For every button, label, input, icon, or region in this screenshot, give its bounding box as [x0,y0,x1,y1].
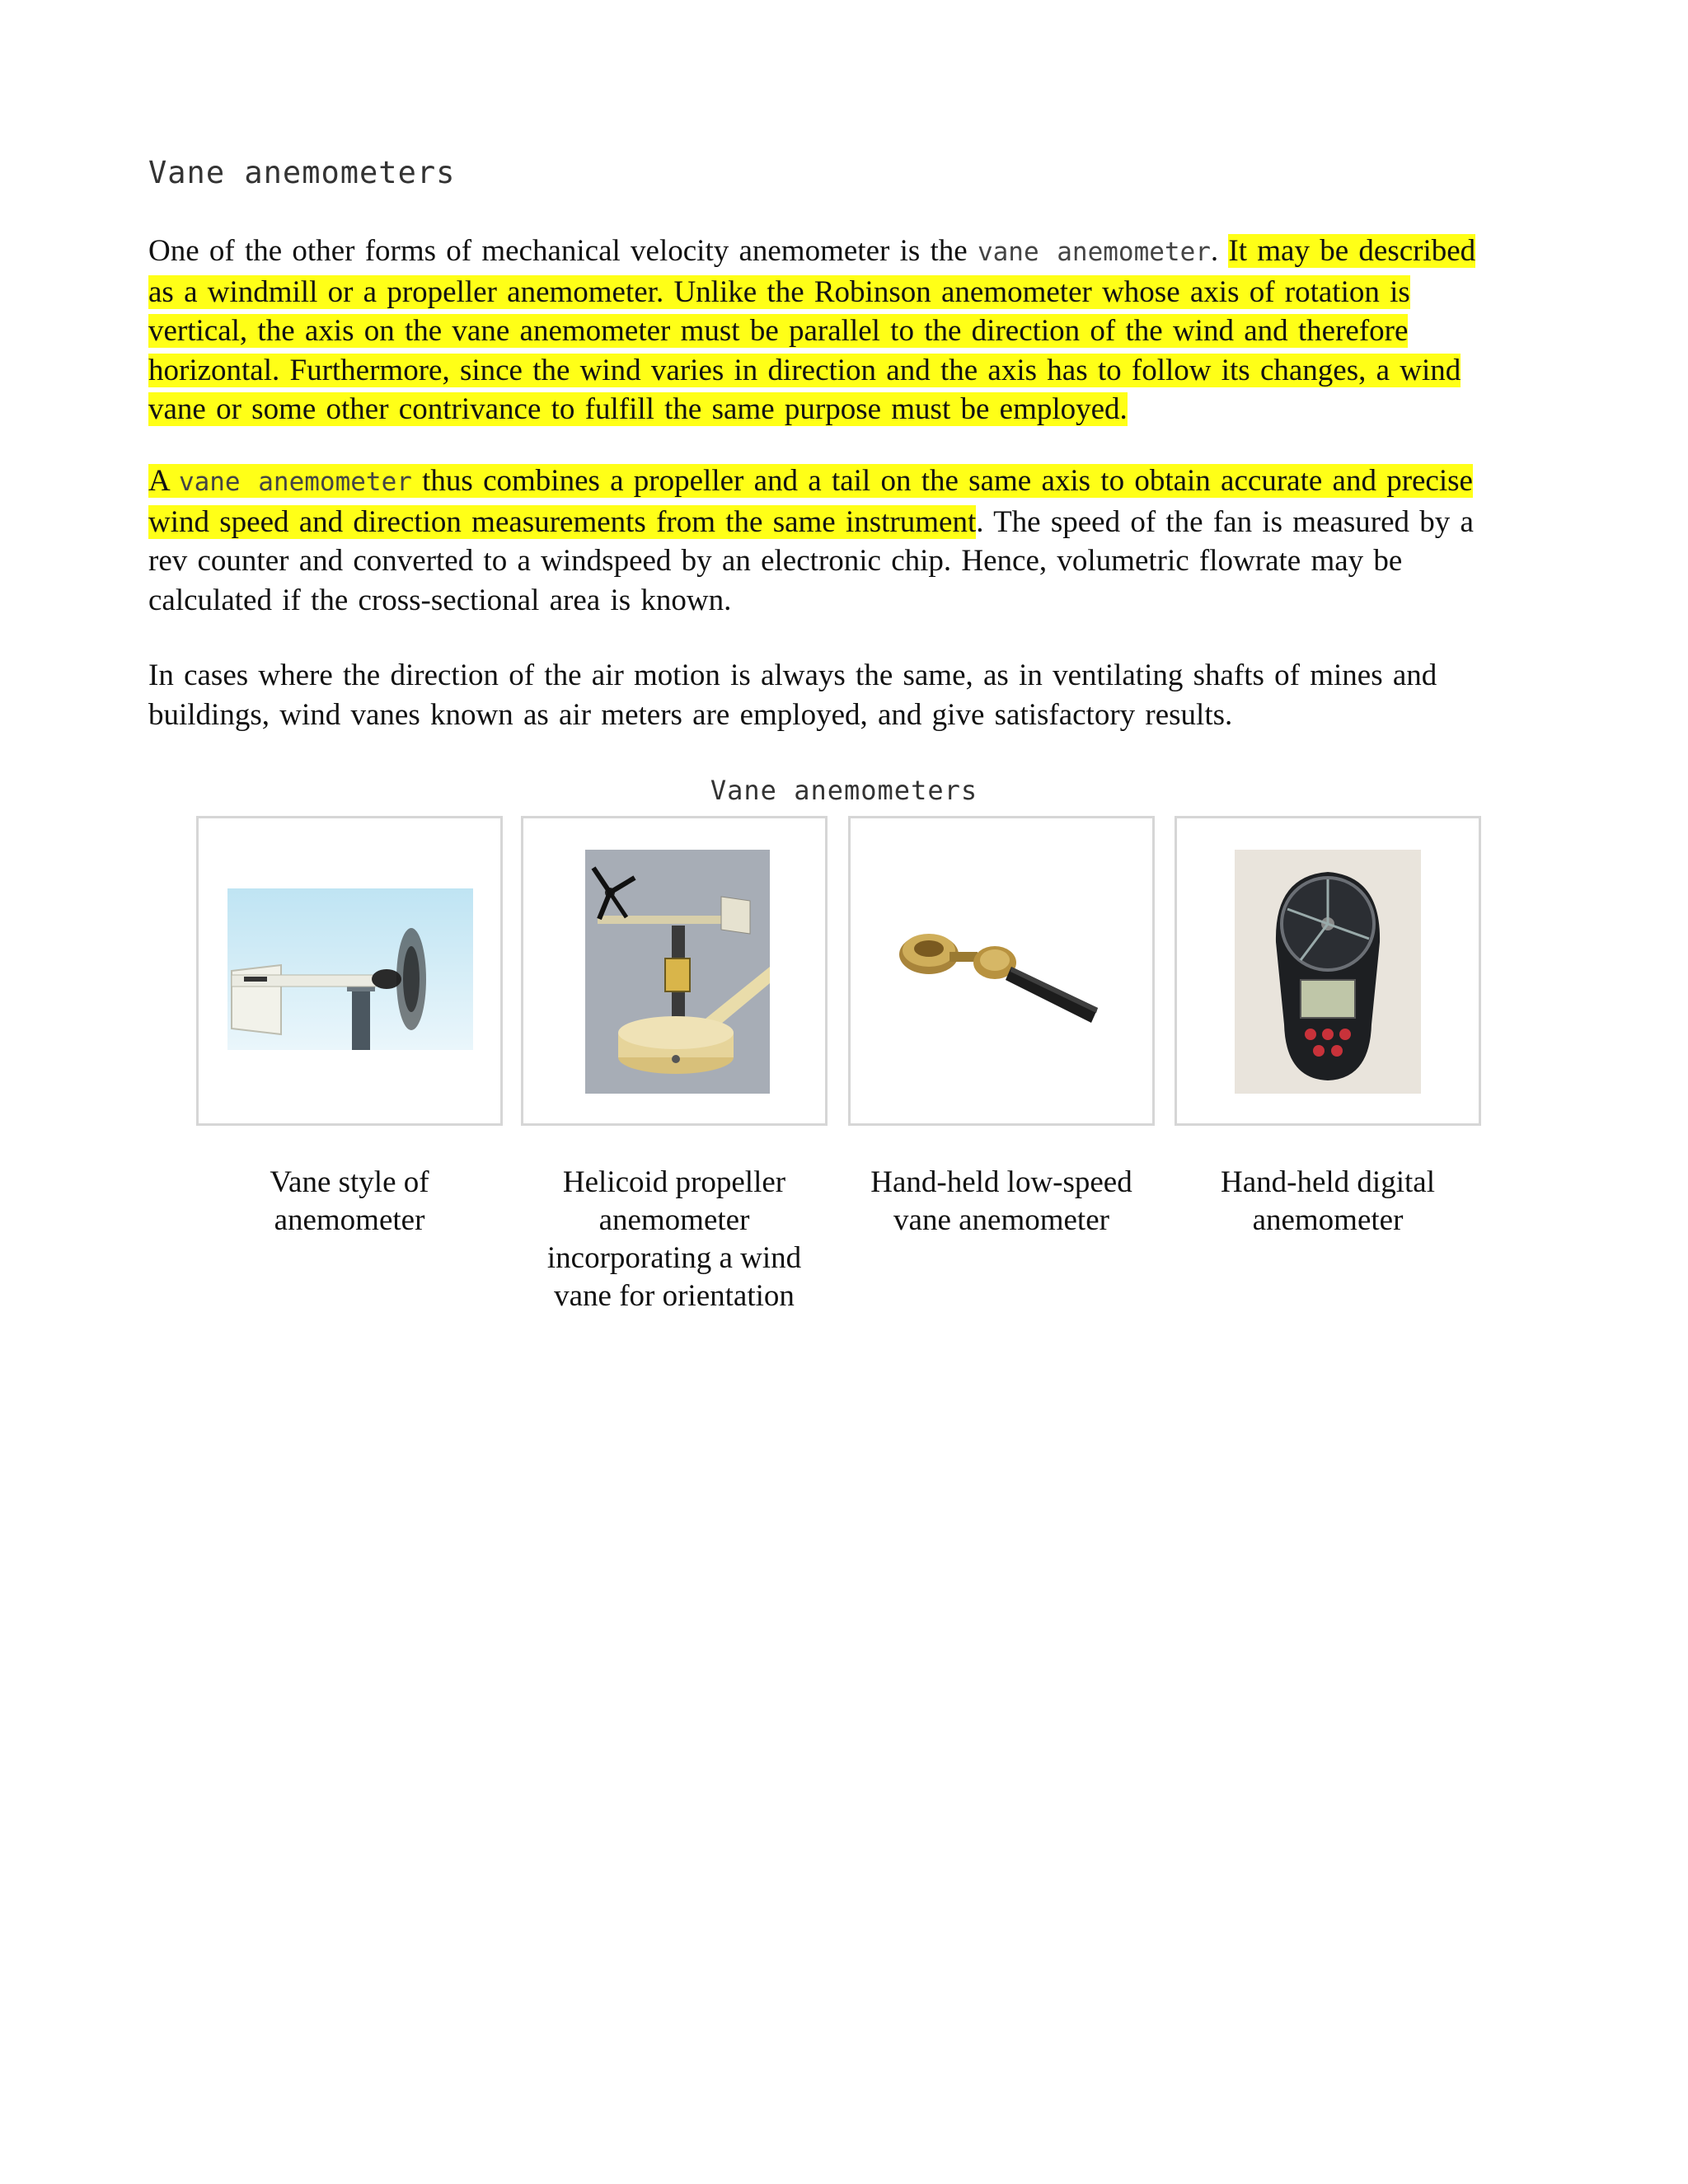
caption-line: incorporating a wind [546,1241,802,1275]
figure-handheld-digital [1175,816,1481,1126]
p1-term: vane anemometer [977,237,1211,267]
paragraph-1 [148,232,1533,429]
figure-helicoid-propeller [521,816,828,1126]
p2-rest-1: . The speed of the fan is measured by a [976,504,1474,539]
vane-style-illustration [199,818,500,1123]
p3-line-1: In cases where the direction of the air motion is always the same, as in ventilating shafts of mines and [148,658,1437,692]
figure-4-caption [1175,1164,1481,1240]
p2-rest-3: calculated if the cross-sectional area is known. [148,583,732,617]
paragraph-3 [148,656,1533,734]
caption-line: Hand-held digital [1221,1165,1435,1199]
paragraph-2 [148,462,1533,620]
p2-highlight-a [148,464,1473,498]
p2-rest-2: rev counter and converted to a windspeed by an electronic chip. Hence, volumetric flowrate may be [148,544,1403,578]
p3-line-2: buildings, wind vanes known as air meters are employed, and give satisfactory results. [148,697,1233,732]
p1-highlight-4: horizontal. Furthermore, since the wind varies in direction and the axis has to follow its changes, a wind [148,353,1461,387]
figure-title: Vane anemometers [710,775,978,806]
p1-text-1: One of the other forms of mechanical velocity anemometer is the [148,234,978,268]
p1-highlight-5: vane or some other contrivance to fulfill the same purpose must be employed. [148,392,1128,426]
helicoid-propeller-illustration [523,818,825,1123]
caption-line: anemometer [1252,1203,1404,1237]
caption-line: Hand-held low-speed [870,1165,1132,1199]
figure-handheld-low-speed [848,816,1155,1126]
p2-text-a: A [148,464,179,498]
figure-2-caption [521,1164,828,1315]
figure-1-caption [196,1164,503,1240]
caption-line: anemometer [598,1203,750,1237]
handheld-low-speed-illustration [851,818,1152,1123]
caption-line: Vane style of [270,1165,429,1199]
section-heading: Vane anemometers [148,155,456,190]
caption-line: Helicoid propeller [562,1165,786,1199]
p1-highlight-1: It may be described [1228,234,1476,268]
handheld-digital-illustration [1177,818,1479,1123]
p1-text-2: . [1210,234,1229,268]
p1-highlight-2: as a windmill or a propeller anemometer. Unlike the Robinson anemometer whose axis of rotation is [148,274,1410,309]
caption-line: vane for orientation [554,1279,795,1313]
p1-highlight-3: vertical, the axis on the vane anemometer must be parallel to the direction of the wind and therefore [148,314,1409,348]
caption-line: vane anemometer [893,1203,1109,1237]
figure-vane-style [196,816,503,1126]
caption-line: anemometer [274,1203,425,1237]
p2-highlight-c: wind speed and direction measurements from the same instrument [148,504,977,539]
p2-text-b: thus combines a propeller and a tail on the same axis to obtain accurate and precise [411,464,1473,498]
figure-3-caption [848,1164,1155,1240]
p2-term: vane anemometer [178,467,412,497]
